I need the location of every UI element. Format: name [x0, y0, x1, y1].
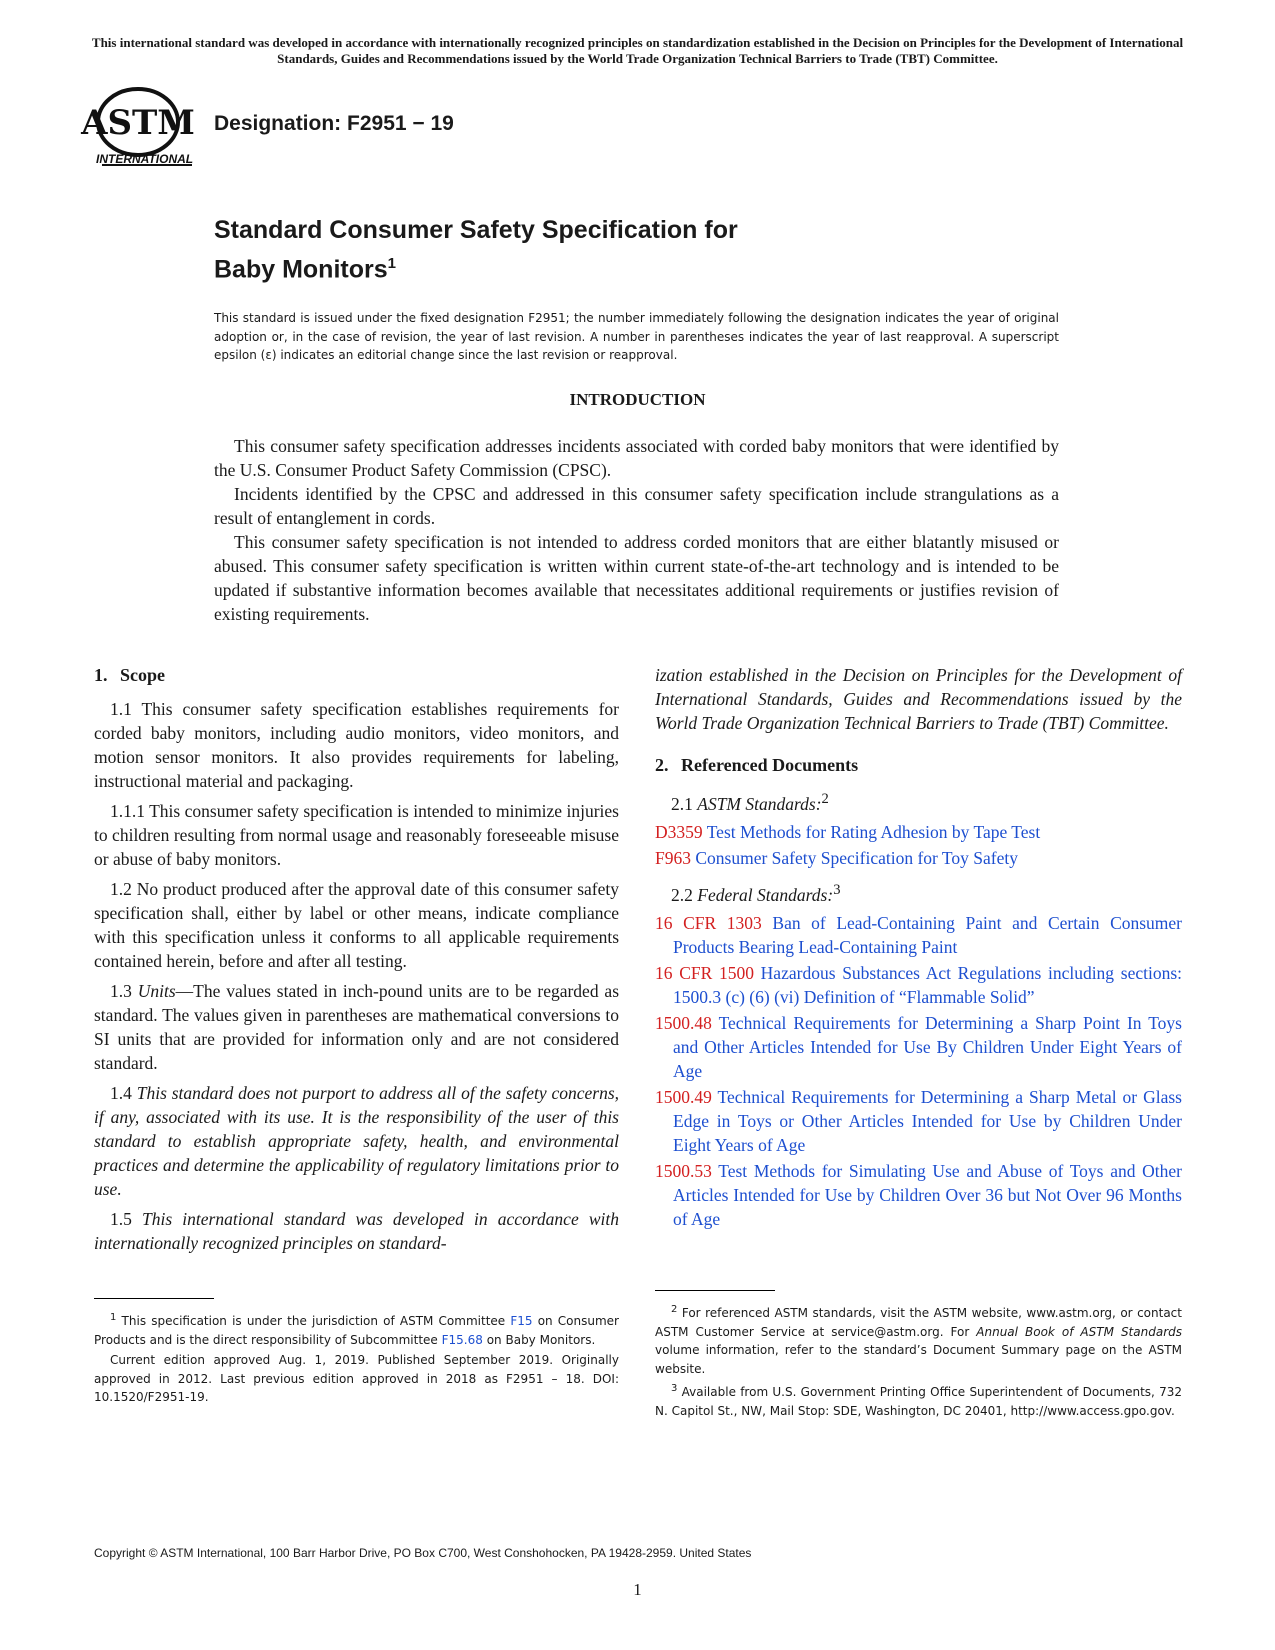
- document-title: [214, 214, 738, 286]
- committee-link[interactable]: F15: [510, 1314, 533, 1328]
- intro-heading: INTRODUCTION: [569, 390, 706, 409]
- title-footnote-ref[interactable]: 1: [387, 255, 396, 272]
- footnote-2-marker: 2: [671, 1304, 678, 1315]
- scope-1-1: 1.1 This consumer safety specification establishes requirements for corded baby monitors, including audio monitors, video monitors, and motion sensor monitors. It also provides requirements for labeling, instructional material and packaging.: [94, 699, 619, 791]
- ref-item[interactable]: [655, 1011, 1182, 1083]
- logo-wordmark: INTERNATIONAL: [96, 152, 194, 166]
- footnote-2-italic: Annual Book of ASTM Standards: [976, 1324, 1182, 1339]
- ref-title[interactable]: Hazardous Substances Act Regulations including sections: 1500.3 (c) (6) (vi) Definition of “Flammable Solid”: [673, 962, 1182, 1007]
- page-number: 1: [633, 1580, 642, 1599]
- scope-1-3-text: —The values stated in inch-pound units are to be regarded as standard. The values given in parentheses are mathematical conversions to SI units that are provided for information only and are not considered standard.: [94, 981, 620, 1073]
- footnote-2-text-b: volume information, refer to the standard’s Document Summary page on the ASTM website.: [655, 1343, 1182, 1376]
- footnote-3-text: Available from U.S. Government Printing Office Superintendent of Documents, 732 N. Capitol St., NW, Mail Stop: SDE, Washington, DC 20401, http://www.access.gpo.gov.: [655, 1385, 1182, 1418]
- scope-1-1-1: 1.1.1 This consumer safety specification is intended to minimize injuries to children resulting from normal usage and reasonably foreseeable misuse or abuse of baby monitors.: [94, 801, 619, 869]
- astm-footnote-ref[interactable]: 2: [821, 791, 829, 807]
- refdocs-heading-number: 2.: [655, 755, 669, 775]
- scope-1-3: [94, 979, 619, 1075]
- footnote-divider: [94, 1298, 214, 1299]
- ref-title[interactable]: Consumer Safety Specification for Toy Safety: [695, 847, 1018, 868]
- scope-1-4-number: 1.4: [110, 1083, 132, 1103]
- ref-code[interactable]: 16 CFR 1303: [655, 912, 762, 933]
- ref-code[interactable]: 1500.49: [655, 1086, 712, 1107]
- scope-1-4-text: This standard does not purport to address all of the safety concerns, if any, associated with its use. It is the responsibility of the user of this standard to establish appropriate safety, health, and environmental practices and determine the applicability of regulatory limitations prior to use.: [94, 1083, 620, 1199]
- footnote-2: [655, 1301, 1182, 1378]
- scope-1-3-italic: Units: [137, 981, 176, 1001]
- ref-title[interactable]: Test Methods for Rating Adhesion by Tape Test: [706, 821, 1041, 842]
- title-line-1: Standard Consumer Safety Specification for: [214, 216, 738, 244]
- ref-item[interactable]: [655, 820, 1182, 844]
- scope-1-5: [94, 1207, 619, 1255]
- ref-code[interactable]: 1500.53: [655, 1160, 712, 1181]
- left-column: [94, 663, 619, 1261]
- footnote-3: [655, 1380, 1182, 1420]
- footnote-1-text-a: This specification is under the jurisdiction of ASTM Committee: [121, 1314, 506, 1328]
- title-line-2: Baby Monitors: [214, 255, 388, 284]
- ref-title[interactable]: Test Methods for Simulating Use and Abuse of Toys and Other Articles Intended for Use by Children Over 36 but Not Over 96 Months of Age: [673, 1160, 1182, 1229]
- ref-code[interactable]: 16 CFR 1500: [655, 962, 754, 983]
- designation: Designation: F2951 − 19: [214, 112, 454, 135]
- ref-title[interactable]: Ban of Lead-Containing Paint and Certain Consumer Products Bearing Lead-Containing Paint: [673, 912, 1183, 957]
- ref-code[interactable]: 1500.48: [655, 1012, 712, 1033]
- astm-standards-text: ASTM Standards:: [697, 793, 822, 814]
- intro-paragraph: Incidents identified by the CPSC and addressed in this consumer safety specification include strangulations as a result of entanglement in cords.: [214, 484, 1059, 528]
- footnote-1-text-c: on Baby Monitors.: [486, 1332, 596, 1347]
- scope-1-2: 1.2 No product produced after the approval date of this consumer safety specification shall, either by label or other means, indicate compliance with this specification unless it conforms to all applicable requirements contained herein, before and after all testing.: [94, 879, 619, 971]
- scope-heading-number: 1.: [94, 665, 108, 685]
- ref-item[interactable]: [655, 1159, 1182, 1231]
- footnote-1-text-b: on Consumer Products and is the direct responsibility of Subcommittee: [94, 1314, 619, 1347]
- scope-heading-text: Scope: [120, 665, 165, 685]
- scope-1-5-text: This international standard was developed in accordance with internationally recognized principles on standard-: [94, 1209, 620, 1253]
- ref-title[interactable]: Technical Requirements for Determining a Sharp Metal or Glass Edge in Toys or Other Articles Intended for Use by Children Under Eight Years of Age: [673, 1086, 1182, 1155]
- introduction: [214, 434, 1059, 626]
- footnote-1-marker: 1: [110, 1312, 117, 1323]
- scope-1-5-continued: ization established in the Decision on Principles for the Development of International Standards, Guides and Recommendations issued by the World Trade Organization Technical Barriers to Trade (TBT) Committee.: [655, 665, 1182, 733]
- federal-standards-text: Federal Standards:: [697, 884, 834, 905]
- astm-standards-number: 2.1: [671, 793, 693, 814]
- footnote-1: [94, 1309, 619, 1349]
- ref-item[interactable]: [655, 911, 1182, 959]
- ref-item[interactable]: [655, 961, 1182, 1009]
- astm-logo-icon: [81, 86, 202, 178]
- footnote-3-marker: 3: [671, 1383, 678, 1394]
- footnotes-right: [655, 1290, 1182, 1422]
- scope-heading: [94, 663, 619, 687]
- footnote-divider: [655, 1290, 775, 1291]
- scope-1-5-number: 1.5: [110, 1209, 132, 1229]
- refdocs-heading-text: Referenced Documents: [681, 755, 859, 775]
- federal-standards-label: [671, 878, 1182, 907]
- subcommittee-link[interactable]: F15.68: [441, 1332, 483, 1347]
- astm-standards-label: [671, 787, 1182, 816]
- ref-item[interactable]: [655, 1085, 1182, 1157]
- logo-letters: ASTM: [81, 103, 195, 143]
- intro-paragraph: This consumer safety specification is not intended to address corded monitors that are either blatantly misused or abused. This consumer safety specification is written within current state-of-the-art technology and is intended to be updated if substantive information becomes available that necessitates additional requirements or justifies revision of existing requirements.: [214, 532, 1059, 624]
- federal-standards-number: 2.2: [671, 884, 693, 905]
- refdocs-heading: [655, 753, 1182, 777]
- astm-logo: [81, 86, 202, 178]
- ref-title[interactable]: Technical Requirements for Determining a Sharp Point In Toys and Other Articles Intended for Use By Children Under Eight Years of Age: [673, 1012, 1182, 1081]
- issued-note: This standard is issued under the fixed designation F2951; the number immediately following the designation indicates the year of original adoption or, in the case of revision, the year of last revision. A number in parentheses indicates the year of last reapproval. A superscript epsilon (ε) indicates an editorial change since the last revision or reapproval.: [214, 311, 1059, 362]
- intro-paragraph: This consumer safety specification addresses incidents associated with corded baby monitors that were identified by the U.S. Consumer Product Safety Commission (CPSC).: [214, 436, 1059, 480]
- copyright: Copyright © ASTM International, 100 Barr Harbor Drive, PO Box C700, West Conshohocken, PA 19428-2959. United States: [94, 1546, 752, 1560]
- ref-item[interactable]: [655, 846, 1182, 870]
- right-column: [655, 663, 1182, 1233]
- scope-1-3-number: 1.3: [110, 981, 132, 1001]
- federal-footnote-ref[interactable]: 3: [833, 881, 841, 898]
- footnotes-left: [94, 1298, 619, 1409]
- footnote-2-text-a: For referenced ASTM standards, visit the ASTM website, www.astm.org, or contact ASTM Customer Service at service@astm.org. For: [655, 1306, 1182, 1339]
- ref-code[interactable]: F963: [655, 847, 691, 868]
- ref-code[interactable]: D3359: [655, 821, 703, 842]
- scope-1-4: [94, 1081, 619, 1201]
- edition-note: Current edition approved Aug. 1, 2019. Published September 2019. Originally approved in 2012. Last previous edition approved in 2018 as F2951 – 18. DOI: 10.1520/F2951-19.: [94, 1353, 619, 1404]
- header-notice: This international standard was developed in accordance with internationally recognized principles on standardization established in the Decision on Principles for the Development of International Standards, Guides and Recommendations issued by the World Trade Organization Technical Barriers to Trade (TBT) Committee.: [91, 35, 1184, 66]
